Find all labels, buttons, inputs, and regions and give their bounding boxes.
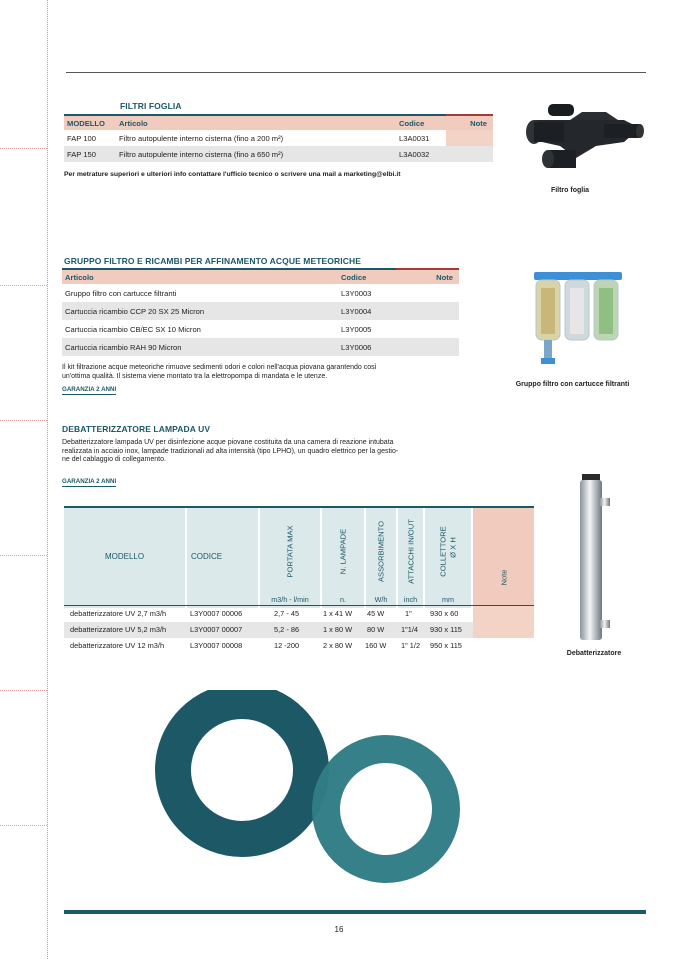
uv-desc-line: realizzata in acciaio inox, lampade tradizionali ad alta intensità (tipo LPHO), un quadro elettrico per la gestio- [62,447,399,455]
cell-articolo: Filtro autopulente interno cisterna (fino a 650 m²) [116,146,396,162]
table-header [62,269,459,284]
col-codice: Codice [338,269,396,284]
col-articolo: Articolo [116,115,396,130]
cell-codice: L3Y0006 [338,338,396,356]
table-row [64,622,534,638]
bottom-bar [64,910,646,914]
top-rule [66,72,646,73]
table-row [62,338,459,356]
table-row [62,320,459,338]
section-title-uv: DEBATTERIZZATORE LAMPADA UV [62,424,211,434]
margin-tick [0,825,47,826]
cell-codice: L3Y0007 00008 [190,641,243,650]
table-row [64,606,534,622]
col-note [473,508,534,608]
cell-modello: FAP 150 [64,146,116,162]
unit-collettore: mm [425,592,471,608]
cell-portata: 12 -200 [274,641,300,650]
col-modello [64,508,185,608]
col-codice-label: CODICE [191,552,223,561]
col-modello-label: MODELLO [104,552,145,561]
cell-note [473,638,534,654]
cell-modello: debatterizzatore UV 5,2 m3/h [70,625,167,634]
col-note: Note [446,115,493,130]
col-note: Note [396,269,459,284]
uv-rows [64,606,534,654]
col-articolo: Articolo [62,269,338,284]
cell-collettore: 930 x 115 [430,625,462,634]
debatterizzatore-image [570,470,614,646]
cell-codice: L3A0032 [396,146,446,162]
cell-note [396,302,459,320]
cell-attacchi: 1" [405,609,412,618]
cell-portata: 5,2 - 86 [274,625,300,634]
gruppo-table [62,268,459,356]
table-header [64,506,534,606]
filtri-table [64,114,493,162]
cell-codice: L3Y0007 00007 [190,625,243,634]
cell-articolo: Gruppo filtro con cartucce filtranti [65,288,177,298]
cell-note [446,130,493,146]
decorative-rings [150,690,470,900]
table-row [64,146,493,162]
col-codice [187,508,258,608]
cell-collettore: 930 x 60 [430,609,459,618]
uv-description [62,439,398,465]
table-row [62,284,459,302]
uv-garanzia: GARANZIA 2 ANNI [62,478,117,485]
cell-note [473,606,534,622]
col-collettore [425,508,471,592]
margin-tick [0,690,47,691]
col-portata [260,508,320,592]
col-lampade-label: N. LAMPADE [338,528,348,575]
uv-desc-line: Debatterizzatore lampada UV per disinfezione acque piovane costituita da una camera di reazione intubata [62,439,394,446]
table-header [64,115,493,130]
col-assorbimento [366,508,396,592]
cell-codice: L3Y0005 [341,324,372,334]
col-collettore-sub: Ø X H [448,537,458,558]
filtro-foglia-caption: Filtro foglia [550,187,590,194]
cell-collettore: 950 x 115 [430,641,462,650]
cell-articolo: Cartuccia ricambio RAH 90 Micron [62,338,338,356]
gruppo-filtro-caption: Gruppo filtro con cartucce filtranti [515,381,630,388]
ring-light [326,749,446,869]
page-number: 16 [334,925,344,934]
table-row [62,302,459,320]
cell-articolo: Cartuccia ricambio CB/EC SX 10 Micron [65,324,201,334]
section-title-filtri: FILTRI FOGLIA [120,101,182,111]
cell-lampade: 1 x 80 W [323,625,353,634]
gruppo-desc-line: un'ottima qualità. Il sistema viene montato tra la elettropompa di mandata e le utenze. [62,372,328,380]
cell-assorbimento: 45 W [367,609,385,618]
cell-lampade: 1 x 41 W [323,609,353,618]
cell-codice: L3Y0004 [338,302,396,320]
cell-codice: L3Y0007 00006 [190,609,243,618]
col-collettore-label: COLLETTORE [438,526,448,577]
filtro-foglia-image [520,102,646,182]
section-title-gruppo: GRUPPO FILTRO E RICAMBI PER AFFINAMENTO ACQUE METEORICHE [64,256,361,266]
margin-tick [0,420,47,421]
cell-assorbimento: 80 W [367,625,385,634]
unit-attacchi: inch [398,592,423,608]
cell-note [396,338,459,356]
cell-assorbimento: 160 W [365,641,387,650]
col-codice: Codice [396,115,446,130]
col-modello: MODELLO [64,115,116,130]
cell-lampade: 2 x 80 W [323,641,353,650]
cell-note [446,146,493,162]
gruppo-filtro-image [532,266,624,376]
cell-articolo: Cartuccia ricambio CCP 20 SX 25 Micron [62,302,338,320]
margin-tick [0,555,47,556]
margin-tick [0,148,47,149]
cell-attacchi: 1"1/4 [401,625,419,634]
filtri-info: Per metrature superiori e ulteriori info contattare l'ufficio tecnico o scrivere una mail a marketing@elbi.it [64,171,401,178]
cell-note [473,622,534,638]
col-attacchi-label: ATTACCHI IN/OUT [406,519,415,584]
unit-lampade: n. [322,592,364,608]
cell-portata: 2,7 - 45 [274,609,300,618]
cell-modello: debatterizzatore UV 2,7 m3/h [70,609,167,618]
gruppo-description [62,364,377,381]
unit-portata: m3/h - l/min [260,592,320,608]
cell-codice: L3A0031 [399,133,430,143]
unit-assorbimento: W/h [366,592,396,608]
gruppo-desc-line: Il kit filtrazione acque meteoriche rimuove sedimenti odori e colori nell'acqua piovana garantendo così [62,364,377,371]
col-portata-label: PORTATA MAX [285,525,295,578]
cell-codice: L3Y0003 [341,288,372,298]
margin-tick [0,285,47,286]
ring-dark [173,701,311,839]
col-lampade [322,508,364,592]
cell-note [396,320,459,338]
col-note-label: Note [499,569,508,586]
cell-attacchi: 1" 1/2 [401,641,421,650]
col-attacchi [398,508,423,592]
cell-articolo: Filtro autopulente interno cisterna (fino a 200 m²) [119,133,284,143]
cell-modello: debatterizzatore UV 12 m3/h [70,641,165,650]
debatterizzatore-caption: Debatterizzatore [566,650,622,657]
uv-desc-line: ne del cablaggio di collegamento. [62,456,166,463]
cell-note [396,284,459,302]
col-assorbimento-label: ASSORBIMENTO [376,520,386,583]
cell-modello: FAP 100 [67,133,96,143]
table-row [64,130,493,146]
table-row [64,638,534,654]
margin-guide [47,0,48,959]
uv-table [64,506,534,650]
gruppo-garanzia: GARANZIA 2 ANNI [62,386,117,393]
